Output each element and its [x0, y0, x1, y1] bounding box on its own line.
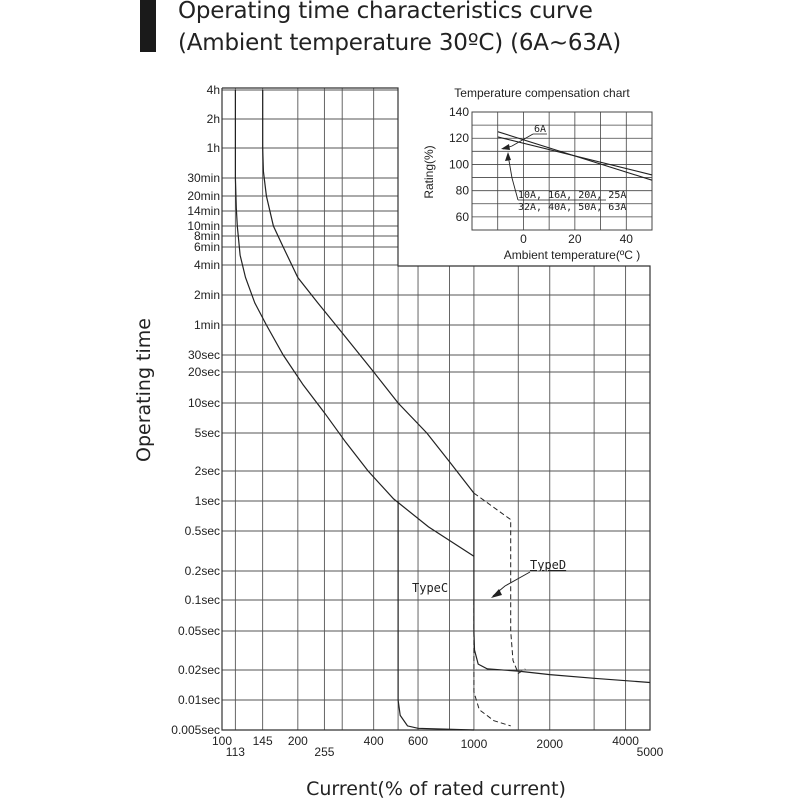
y-tick-label: 0.5sec — [184, 524, 220, 538]
y-axis-title: Operating time — [133, 318, 155, 462]
y-tick-label: 1h — [206, 141, 220, 155]
inset-y-tick-label: 140 — [448, 105, 469, 119]
inset-y-tick-label: 100 — [448, 157, 469, 172]
y-tick-label: 0.1sec — [184, 593, 220, 607]
y-tick-label: 2min — [193, 288, 220, 302]
inset-x-axis-title: Ambient temperature(ºC ) — [503, 248, 641, 262]
y-tick-label: 5sec — [194, 426, 220, 440]
x-axis-title: Current(% of rated current) — [306, 778, 566, 800]
y-tick-label: 20sec — [187, 365, 220, 379]
x-tick-label: 600 — [408, 734, 429, 748]
inset-x-tick-label: 0 — [520, 232, 527, 246]
y-tick-label: 0.01sec — [177, 693, 220, 707]
trip-curve — [474, 493, 650, 682]
x-tick-label: 113 — [225, 745, 245, 759]
inset-label-6a: 6A — [534, 124, 547, 135]
page-title: Operating time characteristics curve — [178, 0, 593, 24]
inset-x-tick-label: 40 — [619, 232, 633, 246]
dashed-trip-curve — [474, 600, 511, 726]
y-tick-label: 0.2sec — [184, 564, 220, 578]
x-tick-label: 2000 — [536, 737, 564, 751]
page-subtitle: (Ambient temperature 30ºC) (6A~63A) — [178, 30, 622, 56]
x-tick-label: 400 — [363, 734, 384, 748]
inset-title: Temperature compensation chart — [454, 86, 630, 100]
y-tick-label: 0.02sec — [177, 663, 220, 677]
y-tick-label: 20min — [187, 189, 220, 203]
x-tick-label: 200 — [287, 734, 308, 748]
typec-label: TypeC — [412, 581, 449, 595]
y-tick-label: 8min — [193, 229, 220, 243]
y-tick-label: 0.005sec — [171, 723, 220, 737]
trip-curve — [235, 90, 474, 556]
y-tick-label: 1sec — [194, 494, 220, 508]
y-tick-label: 6min — [193, 240, 220, 254]
x-tick-label: 5000 — [636, 745, 664, 759]
x-tick-label: 255 — [314, 745, 335, 759]
y-tick-label: 10min — [187, 219, 220, 233]
y-tick-label: 1min — [193, 318, 220, 332]
inset-y-tick-label: 60 — [455, 209, 469, 224]
inset-y-tick-label: 120 — [448, 131, 469, 146]
inset-x-tick-label: 20 — [568, 232, 582, 246]
trip-curve — [398, 501, 474, 730]
y-tick-label: 2h — [206, 112, 220, 126]
y-tick-label: 4min — [193, 258, 220, 272]
y-tick-label: 30min — [187, 171, 220, 185]
dashed-trip-curve — [474, 493, 525, 673]
x-tick-label: 4000 — [612, 734, 639, 748]
inset-label-group1: 10A, 16A, 20A, 25A — [518, 190, 627, 201]
y-tick-label: 10sec — [187, 396, 220, 410]
inset-y-tick-label: 80 — [455, 183, 469, 198]
x-tick-label: 1000 — [460, 737, 488, 751]
y-tick-label: 0.05sec — [177, 624, 220, 638]
inset-y-axis-title: Rating(%) — [422, 145, 436, 199]
x-tick-label: 145 — [252, 734, 273, 748]
inset-label-group2: 32A, 40A, 50A, 63A — [518, 202, 627, 213]
typed-label: TypeD — [530, 558, 567, 572]
y-tick-label: 4h — [206, 83, 220, 97]
y-tick-label: 30sec — [187, 348, 220, 362]
y-tick-label: 2sec — [194, 464, 220, 478]
x-tick-label: 100 — [211, 734, 233, 748]
y-tick-label: 14min — [187, 204, 220, 218]
